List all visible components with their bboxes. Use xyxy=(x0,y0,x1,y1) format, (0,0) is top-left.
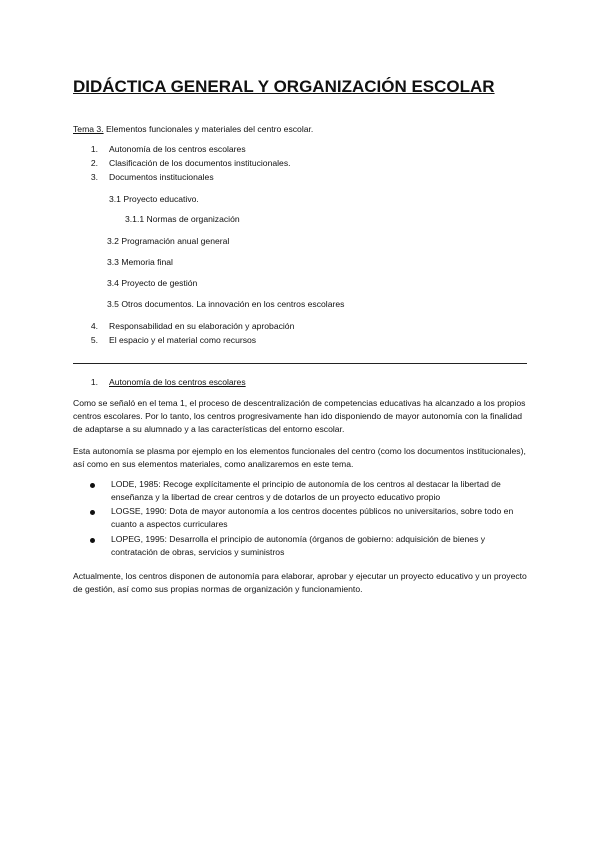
index-item-number: 4. xyxy=(90,321,98,331)
tema-label: Tema 3. xyxy=(73,124,104,134)
index-item-number: 5. xyxy=(90,335,98,345)
bullet-dot xyxy=(90,483,95,488)
tema-text: Elementos funcionales y materiales del centro escolar. xyxy=(103,124,314,134)
bullet-item: LOPEG, 1995: Desarrolla el principio de autonomía (órganos de gobierno: adquisición de bienes y contratación de obras, servicios y suministros xyxy=(111,534,486,557)
tema-line xyxy=(73,123,313,135)
paragraph: Actualmente, los centros disponen de autonomía para elaborar, aprobar y ejecutar un proyecto educativo y un proyecto de gestión, así como sus propias normas de organización y funcionamiento. xyxy=(73,571,527,594)
index-item-number: 1. xyxy=(90,144,98,154)
index-item-number: 2. xyxy=(90,158,98,168)
index-item-text: Responsabilidad en su elaboración y aprobación xyxy=(109,321,295,331)
index-item-text: Autonomía de los centros escolares xyxy=(109,144,246,154)
document-title: DIDÁCTICA GENERAL Y ORGANIZACIÓN ESCOLAR xyxy=(73,77,495,96)
bullet-dot xyxy=(90,538,95,543)
section-heading-text: Autonomía de los centros escolares xyxy=(109,377,246,387)
index-subitem: 3.2 Programación anual general xyxy=(107,236,230,246)
index-subitem: 3.1 Proyecto educativo. xyxy=(109,194,199,204)
bullet-item: LOGSE, 1990: Dota de mayor autonomía a los centros docentes públicos no universitarios, sobre todo en cuanto a aspectos curriculares xyxy=(111,506,514,529)
index-item-text: Documentos institucionales xyxy=(109,172,214,182)
paragraph: Como se señaló en el tema 1, el proceso de descentralización de competencias educativas ha alcanzado a los propios centros escolares. Por lo tanto, los centros progresivamente han ido disponiendo de mayor autonomía con la finalidad de adaptarse a su alumnado y a las características del entorno escolar. xyxy=(73,398,526,434)
bullet-item: LODE, 1985: Recoge explícitamente el principio de autonomía de los centros al destacar la libertad de enseñanza y la libertad de crear centros y de dotarlos de un proyecto educativo propio xyxy=(111,479,501,502)
index-item-text: Clasificación de los documentos institucionales. xyxy=(109,158,291,168)
index-subitem: 3.1.1 Normas de organización xyxy=(125,214,240,224)
index-subitem: 3.3 Memoria final xyxy=(107,257,173,267)
section-divider xyxy=(73,363,527,364)
index-item-text: El espacio y el material como recursos xyxy=(109,335,257,345)
index-subitem: 3.5 Otros documentos. La innovación en los centros escolares xyxy=(107,299,345,309)
index-item-number: 3. xyxy=(90,172,98,182)
section-number: 1. xyxy=(90,377,98,387)
index-subitem: 3.4 Proyecto de gestión xyxy=(107,278,198,288)
bullet-dot xyxy=(90,510,95,515)
paragraph: Esta autonomía se plasma por ejemplo en los elementos funcionales del centro (como los documentos institucionales), así como en sus elementos materiales, como analizaremos en este tema. xyxy=(73,446,526,469)
